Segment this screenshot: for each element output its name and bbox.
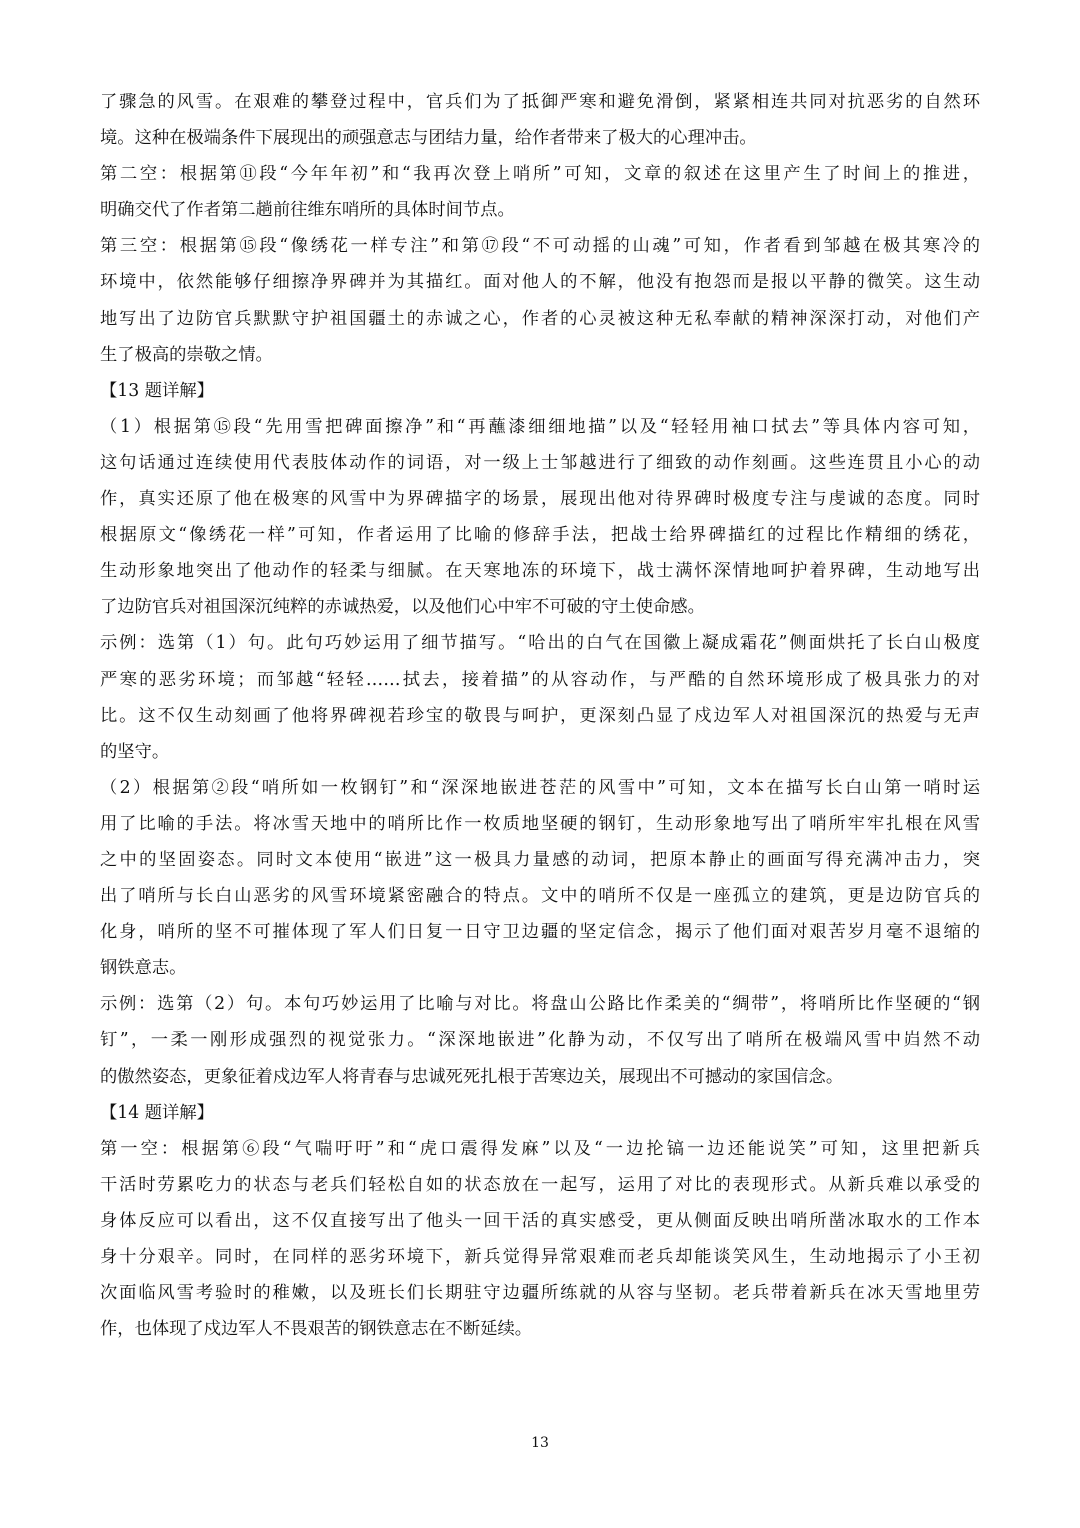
text-line: 身十分艰辛。同时，在同样的恶劣环境下，新兵觉得异常艰难而老兵却能谈笑风生，生动地揭示了小王初 (100, 1247, 980, 1267)
text-line: （2）根据第②段“哨所如一枚钢钉”和“深深地嵌进苍茫的风雪中”可知，文本在描写长白山第一哨时运 (100, 777, 980, 798)
text-line: 钢铁意志。 (100, 958, 187, 979)
text-line: 了骤急的风雪。在艰难的攀登过程中，官兵们为了抵御严寒和避免滑倒，紧紧相连共同对抗恶劣的自然环 (100, 92, 980, 112)
text-line: 境。这种在极端条件下展现出的顽强意志与团结力量，给作者带来了极大的心理冲击。 (100, 128, 757, 149)
text-line: 第一空：根据第⑥段“气喘吁吁”和“虎口震得发麻”以及“一边抡镐一边还能说笑”可知，这里把新兵 (100, 1138, 980, 1159)
section-heading: 【14 题详解】 (100, 1102, 214, 1123)
text-line: 身体反应可以看出，这不仅直接写出了他头一回干活的真实感受，更从侧面反映出哨所凿冰取水的工作本 (100, 1210, 980, 1231)
text-line: 干活时劳累吃力的状态与老兵们轻松自如的状态放在一起写，运用了对比的表现形式。从新兵难以承受的 (100, 1174, 980, 1195)
text-line: 钉”，一柔一刚形成强烈的视觉张力。“深深地嵌进”化静为动，不仅写出了哨所在极端风雪中岿然不动 (100, 1030, 980, 1051)
text-line: 次面临风雪考验时的稚嫩，以及班长们长期驻守边疆所练就的从容与坚韧。老兵带着新兵在冰天雪地里劳 (100, 1283, 980, 1304)
page-number: 13 (531, 1435, 549, 1451)
text-line: 严寒的恶劣环境；而邹越“轻轻……拭去，接着描”的从容动作，与严酷的自然环境形成了极具张力的对 (100, 669, 980, 690)
text-line: 示例：选第（2）句。本句巧妙运用了比喻与对比。将盘山公路比作柔美的“绸带”，将哨所比作坚硬的“钢 (100, 994, 980, 1015)
text-line: 出了哨所与长白山恶劣的风雪环境紧密融合的特点。文中的哨所不仅是一座孤立的建筑，更是边防官兵的 (100, 886, 980, 907)
text-line: 明确交代了作者第二趟前往维东哨所的具体时间节点。 (100, 200, 515, 221)
text-line: 第三空：根据第⑮段“像绣花一样专注”和第⑰段“不可动摇的山魂”可知，作者看到邹越在极其寒冷的 (100, 236, 980, 257)
text-line: 之中的坚固姿态。同时文本使用“嵌进”这一极具力量感的动词，把原本静止的画面写得充满冲击力，突 (100, 849, 980, 870)
page-content (100, 84, 980, 1347)
text-line: 这句话通过连续使用代表肢体动作的词语，对一级上士邹越进行了细致的动作刻画。这些连贯且小心的动 (100, 452, 980, 473)
text-line: 地写出了边防官兵默默守护祖国疆土的赤诚之心，作者的心灵被这种无私奉献的精神深深打动，对他们产 (100, 308, 980, 329)
text-line: 生动形象地突出了他动作的轻柔与细腻。在天寒地冻的环境下，战士满怀深情地呵护着界碑，生动地写出 (100, 561, 980, 582)
text-line: 环境中，依然能够仔细擦净界碑并为其描红。面对他人的不解，他没有抱怨而是报以平静的微笑。这生动 (100, 272, 980, 293)
text-line: 的傲然姿态，更象征着戍边军人将青春与忠诚死死扎根于苦寒边关，展现出不可撼动的家国信念。 (100, 1066, 844, 1087)
text-line: 示例：选第（1）句。此句巧妙运用了细节描写。“哈出的白气在国徽上凝成霜花”侧面烘托了长白山极度 (100, 633, 980, 654)
text-line: （1）根据第⑮段“先用雪把碑面擦净”和“再蘸漆细细地描”以及“轻轻用袖口拭去”等具体内容可知， (100, 416, 980, 437)
text-line: 根据原文“像绣花一样”可知，作者运用了比喻的修辞手法，把战士给界碑描红的过程比作精细的绣花， (100, 525, 980, 546)
text-line: 用了比喻的手法。将冰雪天地中的哨所比作一枚质地坚硬的钢钉，生动形象地写出了哨所牢牢扎根在风雪 (100, 813, 980, 834)
text-line: 比。这不仅生动刻画了他将界碑视若珍宝的敬畏与呵护，更深刻凸显了戍边军人对祖国深沉的热爱与无声 (100, 705, 980, 726)
text-line: 第二空：根据第⑪段“今年年初”和“我再次登上哨所”可知，文章的叙述在这里产生了时间上的推进， (100, 164, 980, 185)
text-line: 作，真实还原了他在极寒的风雪中为界碑描字的场景，展现出他对待界碑时极度专注与虔诚的态度。同时 (100, 489, 980, 510)
text-line: 化身，哨所的坚不可摧体现了军人们日复一日守卫边疆的坚定信念，揭示了他们面对艰苦岁月毫不退缩的 (100, 922, 980, 943)
text-line: 的坚守。 (100, 741, 170, 762)
text-line: 了边防官兵对祖国深沉纯粹的赤诚热爱，以及他们心中牢不可破的守土使命感。 (100, 597, 705, 618)
text-line: 生了极高的崇敬之情。 (100, 344, 273, 365)
section-heading: 【13 题详解】 (100, 380, 214, 401)
text-line: 作，也体现了戍边军人不畏艰苦的钢铁意志在不断延续。 (100, 1319, 533, 1340)
